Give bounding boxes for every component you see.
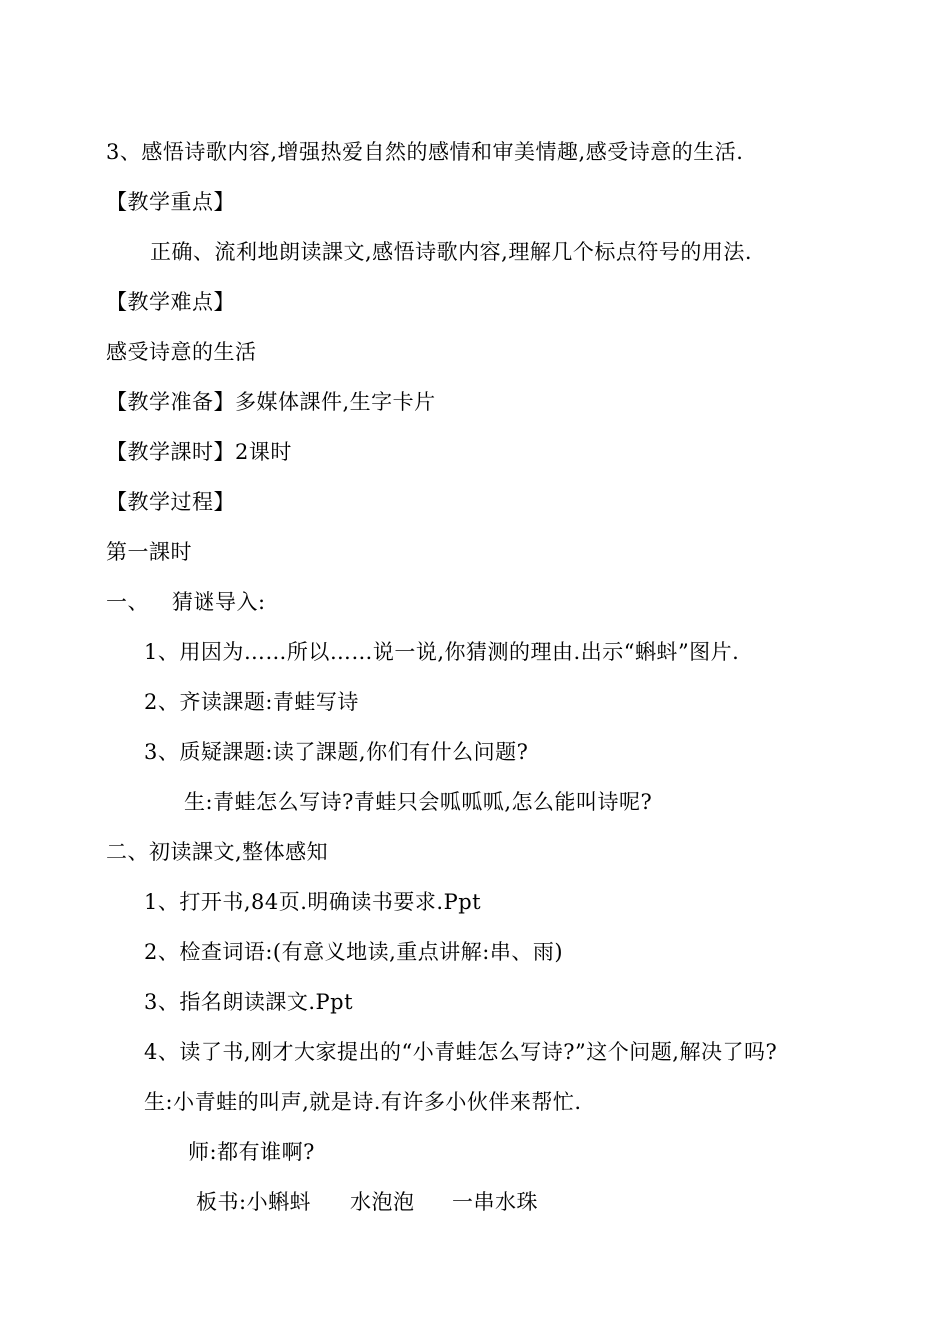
step-2-3: 3、指名朗读課文.Ppt [144, 990, 354, 1014]
step-1-3: 3、质疑課题:读了課题,你们有什么问题? [144, 740, 529, 764]
heading-process: 【教学过程】 [106, 490, 235, 514]
step-2-2: 2、检查词语:(有意义地读,重点讲解:串、雨) [144, 940, 564, 964]
key-points-text: 正确、流利地朗读課文,感悟诗歌内容,理解几个标点符号的用法. [150, 240, 753, 264]
student-answer-2: 生:小青蛙的叫声,就是诗.有许多小伙伴来帮忙. [144, 1090, 582, 1114]
objective-3: 3、感悟诗歌内容,增强热爱自然的感情和审美情趣,感受诗意的生活. [106, 140, 744, 164]
heading-difficulties: 【教学难点】 [106, 290, 235, 314]
step-1-1: 1、用因为……所以……说一说,你猜测的理由.出示“蝌蚪”图片. [144, 640, 740, 664]
preparation-line: 【教学准备】多媒体課件,生字卡片 [106, 390, 436, 414]
difficulties-text: 感受诗意的生活 [106, 340, 257, 364]
board-writing-label: 板书:小蝌蚪 [196, 1190, 312, 1214]
student-answer-1: 生:青蛙怎么写诗?青蛙只会呱呱呱,怎么能叫诗呢? [184, 790, 653, 814]
step-2-1: 1、打开书,84页.明确读书要求.Ppt [144, 890, 482, 914]
board-item-bubbles: 水泡泡 [350, 1190, 415, 1214]
section-two-title: 二、初读課文,整体感知 [106, 840, 329, 864]
first-lesson-title: 第一課时 [106, 540, 192, 564]
section-one-number: 一、 [106, 590, 149, 614]
step-1-2: 2、齐读課题:青蛙写诗 [144, 690, 359, 714]
step-2-4: 4、读了书,刚才大家提出的“小青蛙怎么写诗?”这个问题,解决了吗? [144, 1040, 778, 1064]
heading-key-points: 【教学重点】 [106, 190, 235, 214]
class-hours-line: 【教学課时】2课时 [106, 440, 292, 464]
section-one-title: 猜谜导入: [172, 590, 266, 614]
teacher-question: 师:都有谁啊? [188, 1140, 315, 1164]
board-item-droplets: 一串水珠 [452, 1190, 538, 1214]
